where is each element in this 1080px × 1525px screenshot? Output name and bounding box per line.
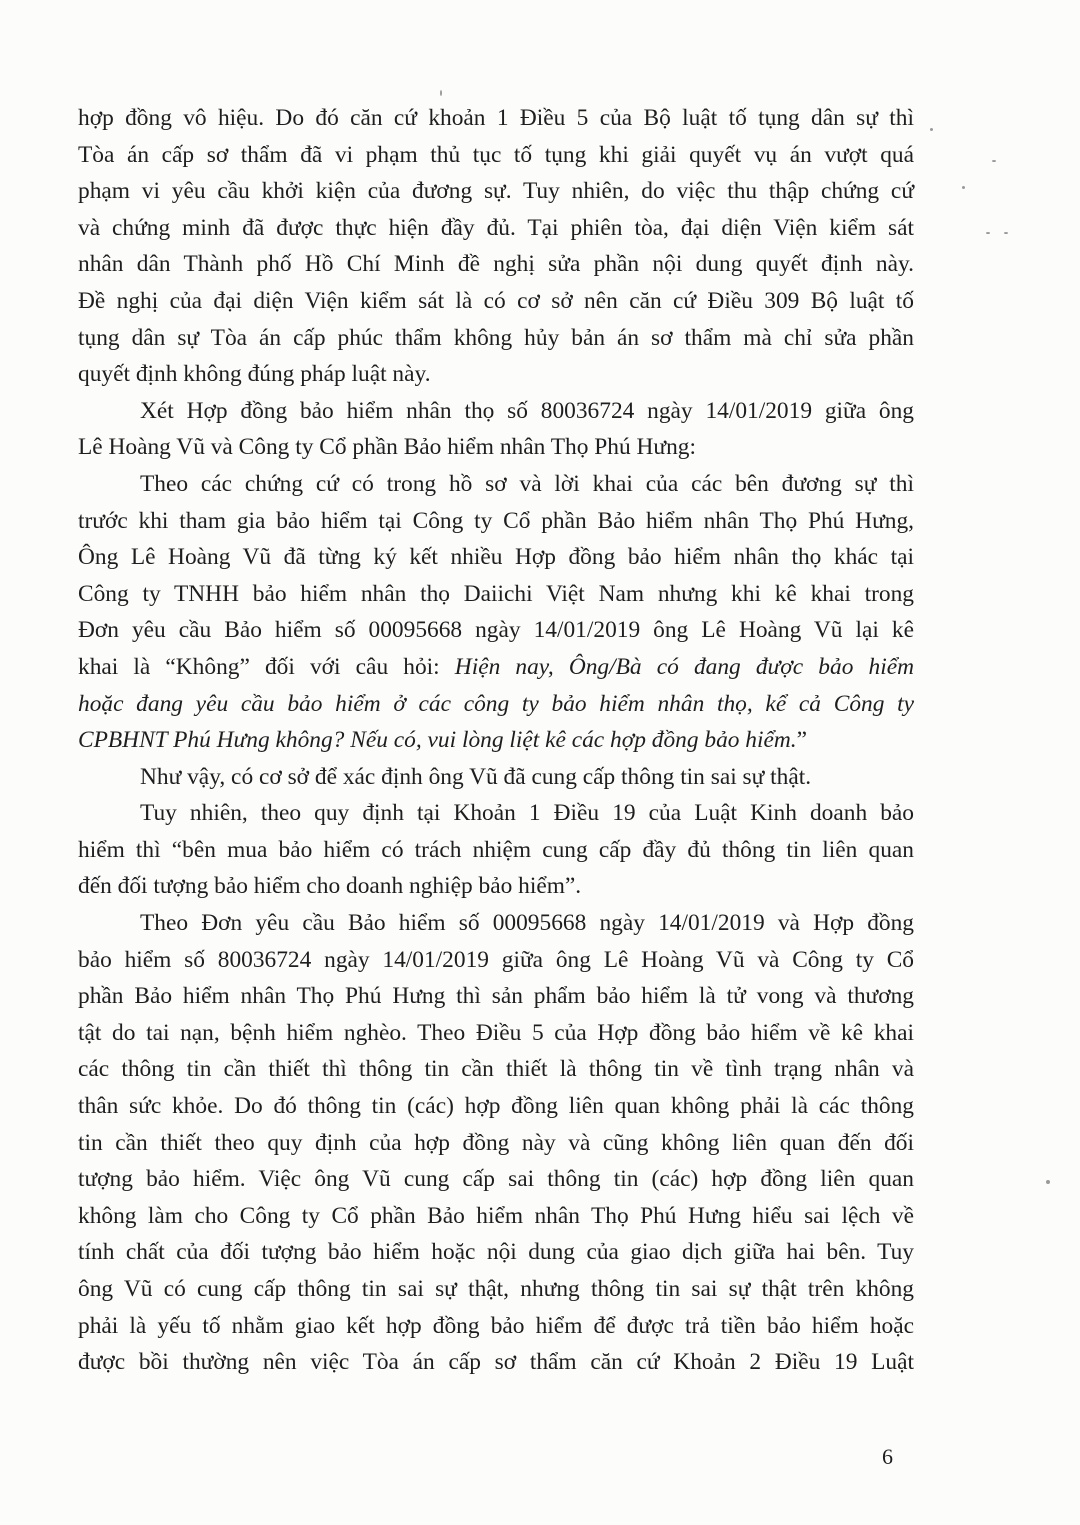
text-line: Theo Đơn yêu cầu Bảo hiểm số 00095668 ngày 14/01/2019 và Hợp đồng bbox=[140, 910, 914, 937]
text-line: Theo các chứng cứ có trong hồ sơ và lời khai của các bên đương sự thì bbox=[140, 470, 914, 497]
paragraph-4 bbox=[78, 759, 914, 796]
text-line: Xét Hợp đồng bảo hiểm nhân thọ số 80036724 ngày 14/01/2019 giữa ông bbox=[140, 397, 914, 424]
quoted-question: Hiện nay, Ông/Bà có đang được bảo hiểm bbox=[454, 653, 914, 680]
text-line: và chứng minh đã được thực hiện đầy đủ. Tại phiên tòa, đại diện Viện kiểm sát bbox=[78, 214, 914, 241]
text-line: thân sức khỏe. Do đó thông tin (các) hợp đồng liên quan không phải là các thông bbox=[78, 1093, 914, 1120]
text-line: Như vậy, có cơ sở để xác định ông Vũ đã cung cấp thông tin sai sự thật. bbox=[140, 763, 812, 790]
text-line: Tòa án cấp sơ thẩm đã vi phạm thủ tục tố tụng khi giải quyết vụ án vượt quá bbox=[78, 141, 914, 168]
text-line: tính chất của đối tượng bảo hiểm hoặc nội dung của giao dịch giữa hai bên. Tuy bbox=[78, 1239, 914, 1266]
text-line: nhân dân Thành phố Hồ Chí Minh đề nghị sửa phần nội dung quyết định này. bbox=[78, 251, 914, 278]
scan-speck bbox=[992, 160, 996, 162]
text-line: Tuy nhiên, theo quy định tại Khoản 1 Điều 19 của Luật Kinh doanh bảo bbox=[140, 800, 914, 827]
text-line: các thông tin cần thiết thì thông tin cần thiết là thông tin về tình trạng nhân và bbox=[78, 1056, 914, 1083]
text-line: phần Bảo hiểm nhân Thọ Phú Hưng thì sản phẩm bảo hiểm là tử vong và thương bbox=[78, 983, 914, 1010]
paragraph-1 bbox=[78, 100, 914, 393]
text-line: không làm cho Công ty Cổ phần Bảo hiểm nhân Thọ Phú Hưng hiểu sai lệch về bbox=[78, 1202, 914, 1229]
text-line-mixed bbox=[78, 649, 914, 686]
scan-speck bbox=[930, 128, 933, 131]
text-line: phải là yếu tố nhằm giao kết hợp đồng bảo hiểm để được trả tiền bảo hiểm hoặc bbox=[78, 1312, 914, 1339]
text-line: tật do tai nạn, bệnh hiểm nghèo. Theo Điều 5 của Hợp đồng bảo hiểm về kê khai bbox=[78, 1019, 914, 1046]
text-line: tượng bảo hiểm. Việc ông Vũ cung cấp sai thông tin (các) hợp đồng liên quan bbox=[78, 1166, 914, 1193]
quoted-question: CPBHNT Phú Hưng không? Nếu có, vui lòng liệt kê các hợp đồng bảo hiểm. bbox=[78, 727, 797, 754]
paragraph-6 bbox=[78, 905, 914, 1381]
text-line: bảo hiểm số 80036724 ngày 14/01/2019 giữa ông Lê Hoàng Vũ và Công ty Cổ bbox=[78, 946, 914, 973]
scan-speck bbox=[986, 232, 990, 234]
text-line: đến đối tượng bảo hiểm cho doanh nghiệp bảo hiểm”. bbox=[78, 873, 582, 900]
text-line-mixed bbox=[78, 722, 914, 759]
text-line: ông Vũ có cung cấp thông tin sai sự thật, nhưng thông tin sai sự thật trên không bbox=[78, 1276, 914, 1302]
closing-quote: ” bbox=[796, 727, 808, 754]
paragraph-2 bbox=[78, 393, 914, 466]
text-line: Công ty TNHH bảo hiểm nhân thọ Daiichi Việt Nam nhưng khi kê khai trong bbox=[78, 580, 914, 607]
paragraph-5 bbox=[78, 795, 914, 905]
scan-speck bbox=[1046, 1180, 1050, 1184]
text-line: hợp đồng vô hiệu. Do đó căn cứ khoản 1 Điều 5 của Bộ luật tố tụng dân sự thì bbox=[78, 105, 914, 131]
paragraph-3 bbox=[78, 466, 914, 759]
text-line: trước khi tham gia bảo hiểm tại Công ty Cổ phần Bảo hiểm nhân Thọ Phú Hưng, bbox=[78, 507, 914, 534]
text-line: tin cần thiết theo quy định của hợp đồng này và cũng không liên quan đến đối bbox=[78, 1129, 914, 1156]
text-line: quyết định không đúng pháp luật này. bbox=[78, 361, 431, 388]
page-number: 6 bbox=[882, 1444, 893, 1469]
text-line: hiểm thì “bên mua bảo hiểm có trách nhiệm cung cấp đầy đủ thông tin liên quan bbox=[78, 836, 914, 863]
text-line: Ông Lê Hoàng Vũ đã từng ký kết nhiều Hợp đồng bảo hiểm nhân thọ khác tại bbox=[78, 544, 914, 571]
text-segment: khai là “Không” đối với câu hỏi: bbox=[78, 653, 440, 680]
scan-speck bbox=[440, 90, 442, 96]
text-line: hoặc đang yêu cầu bảo hiểm ở các công ty bảo hiểm nhân thọ, kể cả Công ty bbox=[78, 690, 914, 717]
scan-speck bbox=[1004, 232, 1008, 234]
text-line: tụng dân sự Tòa án cấp phúc thẩm không hủy bản án sơ thẩm mà chỉ sửa phần bbox=[78, 324, 914, 351]
text-line: Đề nghị của đại diện Viện kiểm sát là có cơ sở nên căn cứ Điều 309 Bộ luật tố bbox=[78, 287, 914, 314]
scan-speck bbox=[962, 186, 965, 189]
document-body bbox=[78, 100, 914, 1381]
text-line: Đơn yêu cầu Bảo hiểm số 00095668 ngày 14/01/2019 ông Lê Hoàng Vũ lại kê bbox=[78, 617, 914, 644]
text-line: được bồi thường nên việc Tòa án cấp sơ thẩm căn cứ Khoản 2 Điều 19 Luật bbox=[78, 1349, 914, 1376]
text-line: Lê Hoàng Vũ và Công ty Cổ phần Bảo hiểm nhân Thọ Phú Hưng: bbox=[78, 434, 696, 461]
text-line: phạm vi yêu cầu khởi kiện của đương sự. Tuy nhiên, do việc thu thập chứng cứ bbox=[78, 178, 914, 205]
